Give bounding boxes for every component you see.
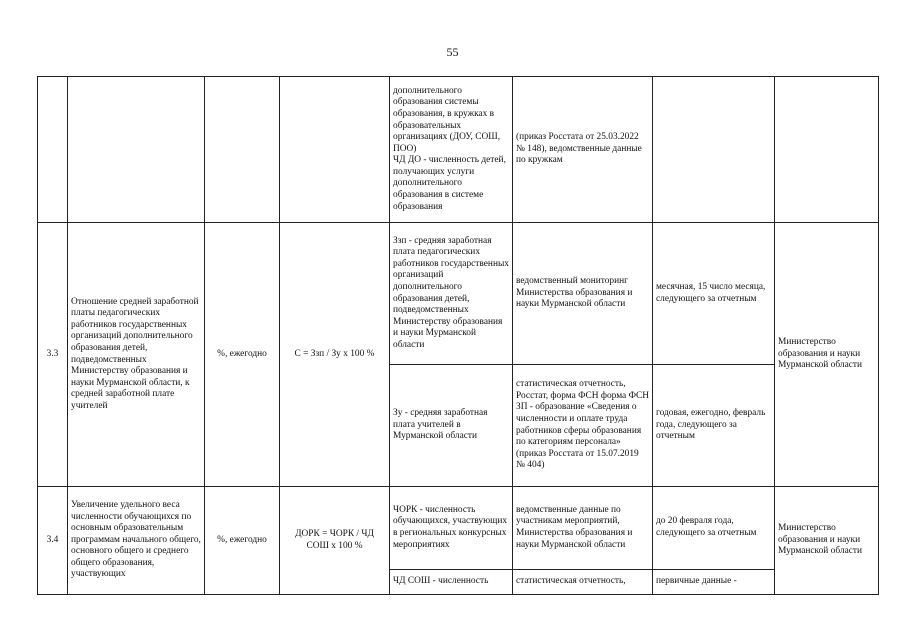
table-row-continuation (38, 77, 879, 223)
table-row-3-4 (38, 487, 879, 570)
cell-responsible (775, 77, 879, 223)
cell-frequency: годовая, ежегодно, февраль года, следующего за отчетным (653, 365, 775, 487)
cell-frequency: первичные данные - (653, 570, 775, 595)
cell-component: Зу - средняя заработная плата учителей в Мурманской области (390, 365, 513, 487)
cell-source: статистическая отчетность, Росстат, форма ФСН форма ФСН ЗП - образование «Сведения о численности и оплате труда работников сферы образования по категориям персонала» (приказ Росстата от 15.07.2019 № 404) (513, 365, 653, 487)
cell-num: 3.4 (38, 487, 68, 595)
cell-formula: С = Ззп / Зу х 100 % (280, 223, 390, 487)
cell-indicator: Увеличение удельного веса численности обучающихся по основным образовательным программам начального общего, основного общего и среднего общего образования, участвующих (68, 487, 205, 595)
cell-component: ЧОРК - численность обучающихся, участвующих в региональных конкурсных мероприятиях (390, 487, 513, 570)
cell-component: Ззп - средняя заработная плата педагогических работников государственных организаций дополнительного образования детей, подведомственных Министерству образования и науки Мурманской области (390, 223, 513, 365)
cell-formula: ДОРК = ЧОРК / ЧД СОШ х 100 % (280, 487, 390, 595)
cell-component: ЧД СОШ - численность (390, 570, 513, 595)
cell-unit (205, 77, 280, 223)
cell-formula (280, 77, 390, 223)
cell-components: дополнительного образования системы образования, в кружках в образовательных организациях (ДОУ, СОШ, ПОО) ЧД ДО - численность детей, получающих услуги дополнительного образования в системе образования (390, 77, 513, 223)
cell-frequency: месячная, 15 число месяца, следующего за отчетным (653, 223, 775, 365)
cell-source: статистическая отчетность, (513, 570, 653, 595)
cell-num: 3.3 (38, 223, 68, 487)
cell-num (38, 77, 68, 223)
cell-responsible: Министерство образования и науки Мурманской области (775, 487, 879, 595)
cell-source: (приказ Росстата от 25.03.2022 № 148), ведомственные данные по кружкам (513, 77, 653, 223)
cell-unit: %, ежегодно (205, 487, 280, 595)
cell-indicator (68, 77, 205, 223)
cell-frequency (653, 77, 775, 223)
table-row-3-3 (38, 223, 879, 365)
page-number: 55 (446, 45, 459, 59)
cell-responsible: Министерство образования и науки Мурманской области (775, 223, 879, 487)
indicators-table (37, 76, 879, 595)
cell-source: ведомственный мониторинг Министерства образования и науки Мурманской области (513, 223, 653, 365)
cell-indicator: Отношение средней заработной платы педагогических работников государственных организаций дополнительного образования детей, подведомственных Министерству образования и науки Мурманской области, к средней заработной плате учителей (68, 223, 205, 487)
cell-frequency: до 20 февраля года, следующего за отчетным (653, 487, 775, 570)
cell-unit: %, ежегодно (205, 223, 280, 487)
cell-source: ведомственные данные по участникам мероприятий, Министерства образования и науки Мурманской области (513, 487, 653, 570)
